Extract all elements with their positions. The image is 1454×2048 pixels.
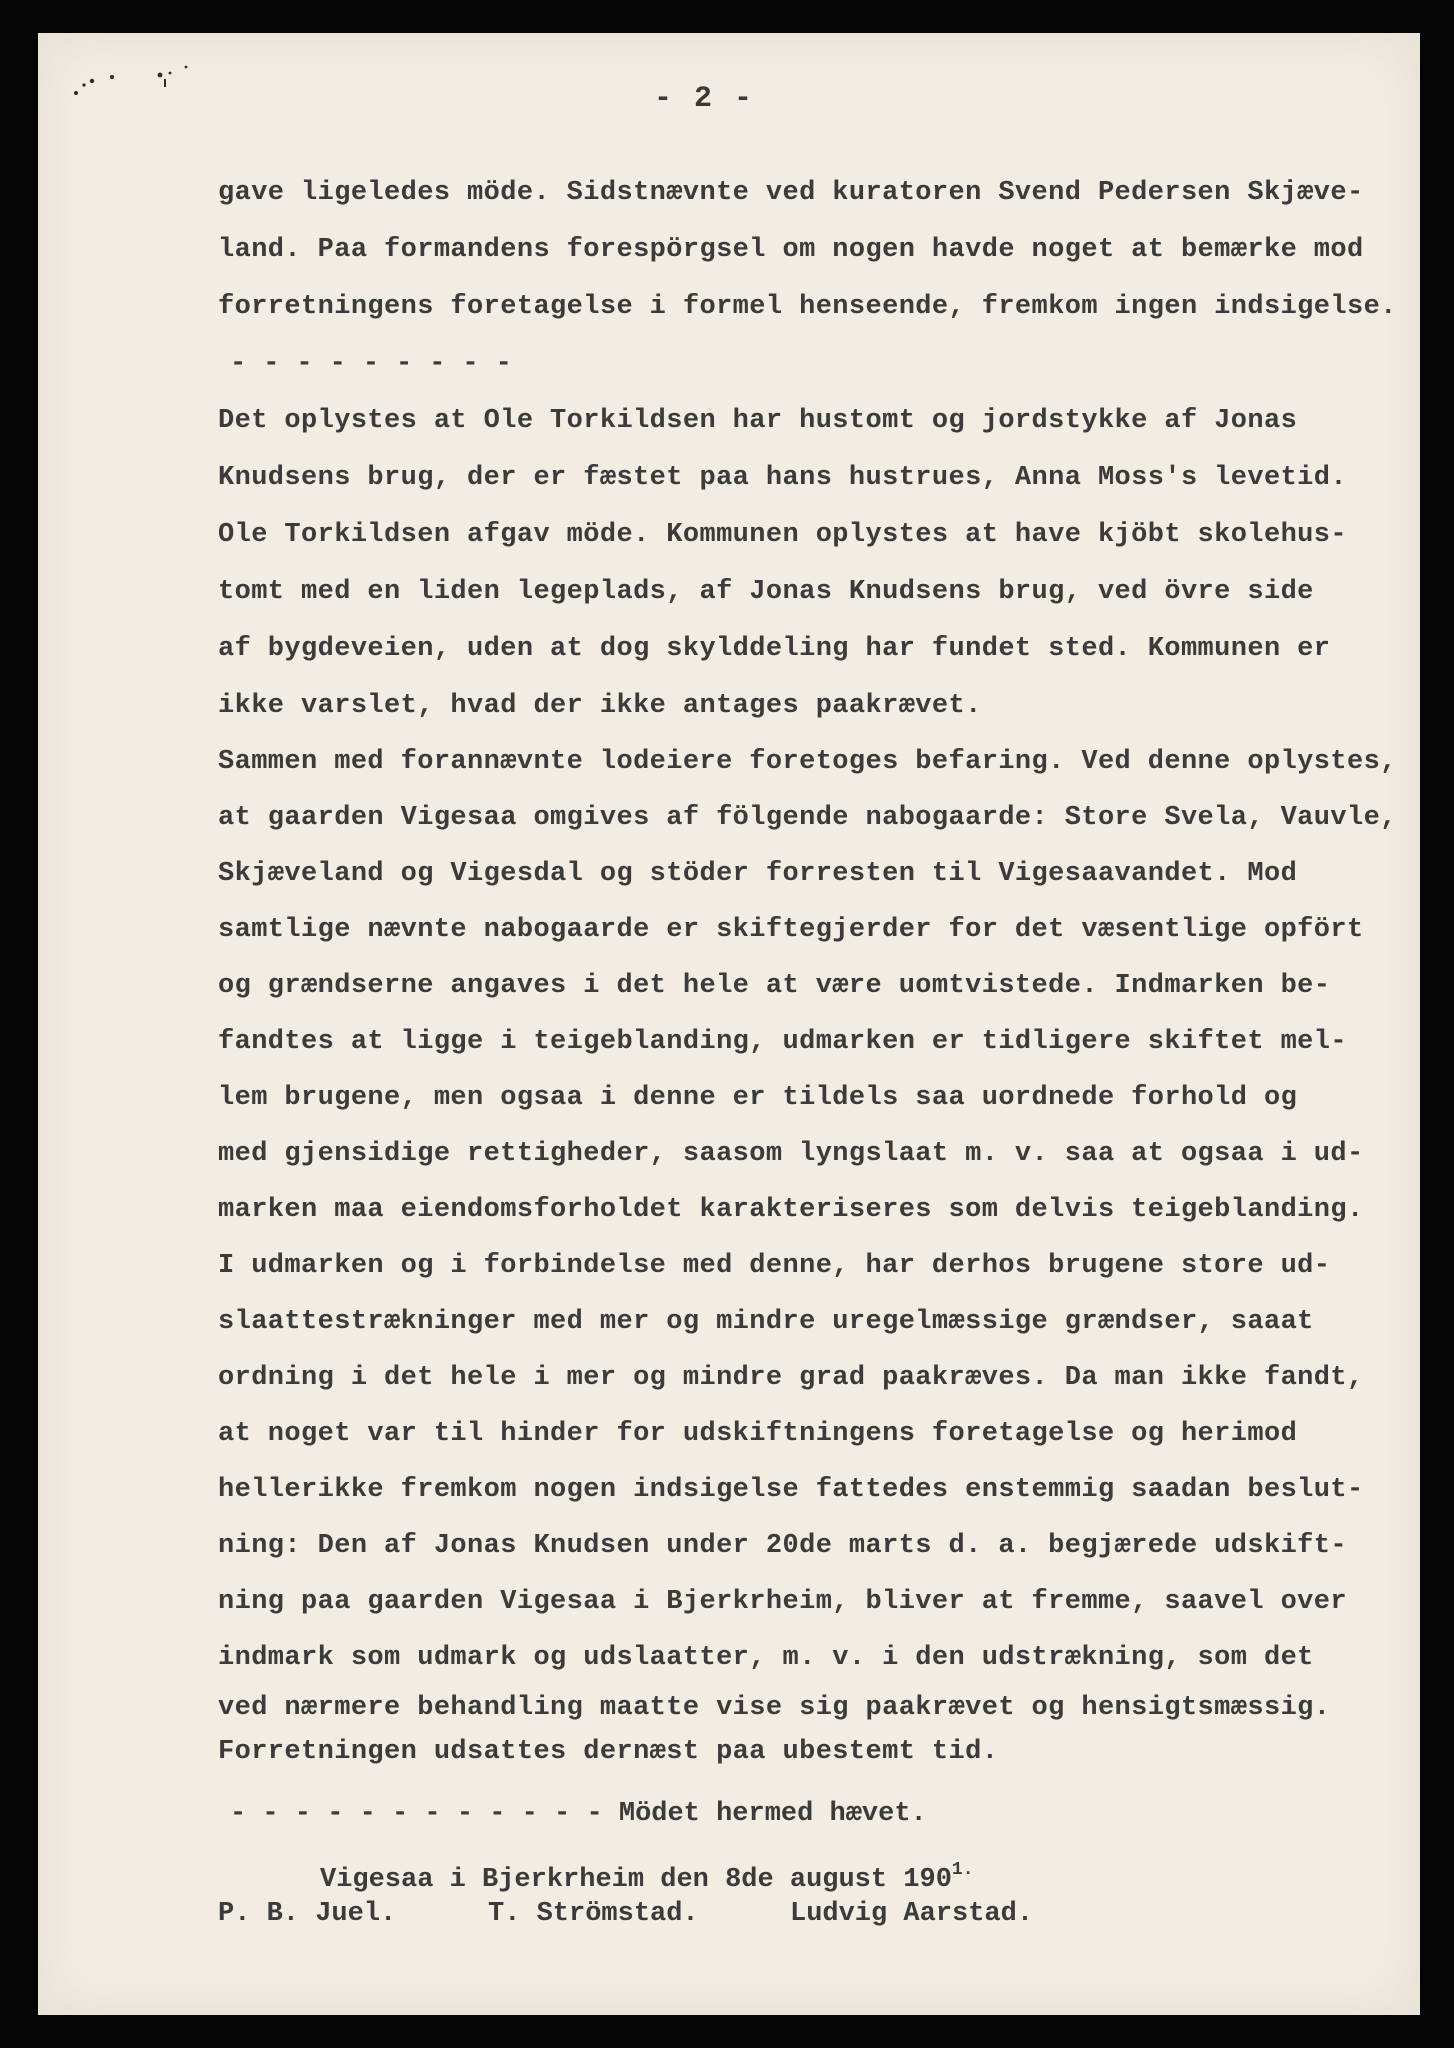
- text-line: indmark som udmark og udslaatter, m. v. i den udstrækning, som det: [218, 1643, 1314, 1673]
- signature-juel: P. B. Juel.: [218, 1899, 397, 1929]
- text-line: slaattestrækninger med mer og mindre uregelmæssige grændser, saaat: [218, 1307, 1314, 1337]
- text-line: lem brugene, men ogsaa i denne er tildels saa uordnede forhold og: [218, 1083, 1298, 1113]
- text-line: fandtes at ligge i teigeblanding, udmarken er tidligere skiftet mel-: [218, 1027, 1347, 1057]
- scan-specks: [68, 55, 218, 105]
- text-line: Skjæveland og Vigesdal og stöder forresten til Vigesaavandet. Mod: [218, 859, 1298, 889]
- text-line: Ole Torkildsen afgav möde. Kommunen oplystes at have kjöbt skolehus-: [218, 520, 1347, 550]
- text-line: ordning i det hele i mer og mindre grad paakræves. Da man ikke fandt,: [218, 1363, 1364, 1393]
- text-line: Det oplystes at Ole Torkildsen har hustomt og jordstykke af Jonas: [218, 406, 1298, 436]
- text-line: Knudsens brug, der er fæstet paa hans hustrues, Anna Moss's levetid.: [218, 463, 1347, 493]
- text-line: hellerikke fremkom nogen indsigelse fattedes enstemmig saadan beslut-: [218, 1475, 1364, 1505]
- text-line: ning paa gaarden Vigesaa i Bjerkrheim, bliver at fremme, saavel over: [218, 1587, 1347, 1617]
- text-line: gave ligeledes möde. Sidstnævnte ved kuratoren Svend Pedersen Skjæve-: [218, 178, 1364, 208]
- body-text: [218, 165, 1418, 1774]
- year-superscript: 1.: [951, 1860, 974, 1880]
- signature-stromstad: T. Strömstad.: [488, 1899, 699, 1929]
- text-line: at gaarden Vigesaa omgives af fölgende nabogaarde: Store Svela, Vauvle,: [218, 803, 1397, 833]
- text-line: ikke varslet, hvad der ikke antages paakrævet.: [218, 691, 982, 721]
- text-line: land. Paa formandens forespörgsel om nogen havde noget at bemærke mod: [218, 235, 1364, 265]
- text-line: ved nærmere behandling maatte vise sig paakrævet og hensigtsmæssig.: [218, 1693, 1331, 1723]
- signature-aarstad: Ludvig Aarstad.: [790, 1899, 1034, 1929]
- text-line: Sammen med forannævnte lodeiere foretoges befaring. Ved denne oplystes,: [218, 747, 1397, 777]
- text-line: af bygdeveien, uden at dog skylddeling har fundet sted. Kommunen er: [218, 634, 1331, 664]
- page-number: - 2 -: [654, 82, 755, 116]
- text-line: at noget var til hinder for udskiftningens foretagelse og herimod: [218, 1419, 1298, 1449]
- text-line: og grændserne angaves i det hele at være uomtvistede. Indmarken be-: [218, 971, 1331, 1001]
- text-line: tomt med en liden legeplads, af Jonas Knudsens brug, ved övre side: [218, 577, 1314, 607]
- text-line: forretningens foretagelse i formel henseende, fremkom ingen indsigelse.: [218, 292, 1397, 322]
- separator-dashes: - - - - - - - - -: [230, 349, 513, 379]
- adjournment-line: [218, 1786, 1418, 1842]
- text-line: samtlige nævnte nabogaarde er skiftegjerder for det væsentlige opfört: [218, 915, 1364, 945]
- signature-line: [218, 1886, 1418, 1942]
- adjournment-text: Mödet hermed hævet.: [618, 1799, 927, 1829]
- closing-dashes: - - - - - - - - - - - -: [230, 1799, 603, 1829]
- text-line: marken maa eiendomsforholdet karakteriseres som delvis teigeblanding.: [218, 1195, 1364, 1225]
- text-line: Forretningen udsattes dernæst paa ubestemt tid.: [218, 1737, 999, 1767]
- text-line: ning: Den af Jonas Knudsen under 20de marts d. a. begjærede udskift-: [218, 1531, 1347, 1561]
- closing-block: [218, 1786, 1418, 1898]
- text-line: med gjensidige rettigheder, saasom lyngslaat m. v. saa at ogsaa i ud-: [218, 1139, 1364, 1169]
- text-line: I udmarken og i forbindelse med denne, har derhos brugene store ud-: [218, 1251, 1331, 1281]
- place-date: Vigesaa i Bjerkrheim den 8de august 190: [320, 1865, 952, 1895]
